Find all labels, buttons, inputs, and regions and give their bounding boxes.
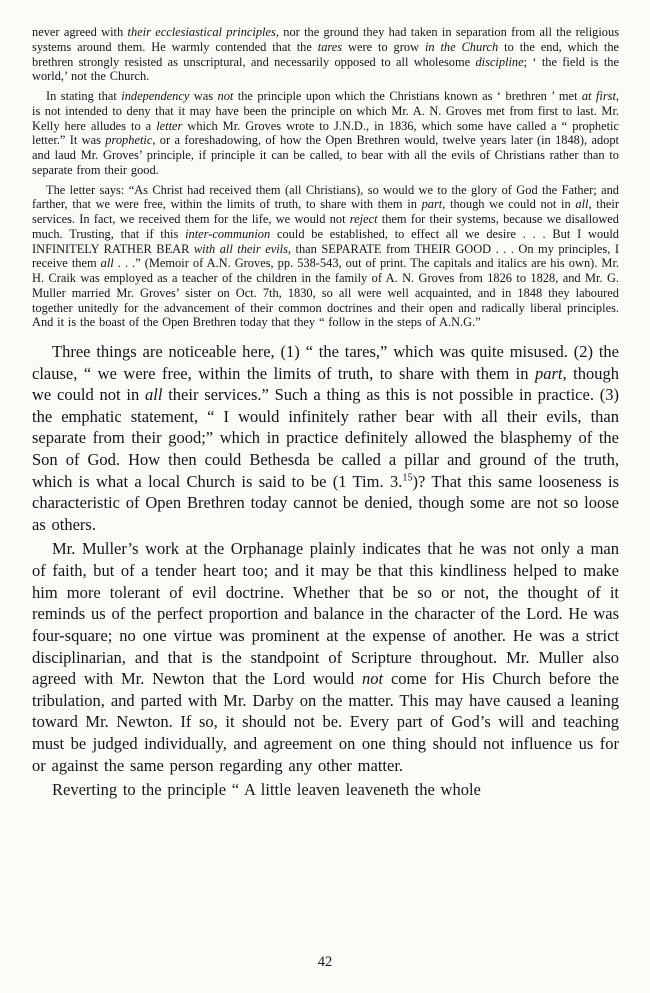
italic-text: not <box>362 669 384 689</box>
body-text: which Mr. Groves wrote to J.N.D., in 1836, which some have called a “ prophetic letter.” It was <box>32 118 619 148</box>
page-text <box>32 25 619 801</box>
body-text: ; ‘ the field is the world,’ not the Church. <box>32 54 620 84</box>
italic-text: part <box>535 363 563 383</box>
italic-text: all <box>145 385 163 405</box>
italic-text: letter <box>156 118 183 133</box>
italic-text: part <box>421 197 443 212</box>
body-text: were to grow <box>342 39 425 54</box>
paragraph <box>32 89 619 178</box>
italic-text: independency <box>121 89 190 103</box>
body-text: never agreed with <box>32 25 128 39</box>
body-text: , is not intended to deny that it may have been the principle on which Mr. A. N. Groves met from first to last. Mr. Kelly here alludes to a <box>32 89 620 133</box>
body-text: was <box>189 89 218 103</box>
paragraph <box>32 183 619 331</box>
body-text: Reverting to the principle “ A little leaven leaveneth the whole <box>52 780 481 800</box>
body-text: to the end, which the brethren strongly resisted as unscriptural, and necessarily opposed to all wholesome <box>32 39 620 69</box>
body-text: Three things are noticeable here, (1) “ the tares,” which was quite misused. (2) the clause, “ we were free, within the limits of truth, to share with them in <box>32 342 619 383</box>
superscript-text: 15 <box>402 472 413 484</box>
body-text: , though we could not in <box>442 197 576 212</box>
paragraph <box>32 538 619 776</box>
paragraph <box>32 341 619 535</box>
italic-text: reject <box>349 212 378 226</box>
italic-text: with all their evils <box>193 241 288 256</box>
italic-text: at first <box>581 89 616 103</box>
body-text: them for their systems, because we disallowed much. Trusting, that if this <box>32 212 619 241</box>
body-text: The letter says: “As Christ had received them (all Christians), so would we to the glory of God the Father; and farther, that we were free, within the limits of truth, to share with them in <box>32 182 619 212</box>
body-text: , though we could not in <box>32 363 619 405</box>
body-text: their services.” Such a thing as this is not possible in practice. (3) the emphatic statement, “ I would infinitely rather bear with all their evils, than separate from their good;” which in practice definitely allowed the blasphemy of the Son of God. How then could Bethesda be called a pillar and ground of the truth, which is what a local Church is said to be (1 Tim. 3. <box>32 385 619 491</box>
italic-text: prophetic <box>105 133 153 148</box>
italic-text: all <box>575 197 589 212</box>
paragraph <box>32 25 619 84</box>
italic-text: tares <box>317 39 343 54</box>
body-text: , their services. In fact, we received them for the life, we would not <box>32 197 619 226</box>
italic-text: all <box>100 256 114 271</box>
body-text: Mr. Muller’s work at the Orphanage plainly indicates that he was not only a man of faith, but of a tender heart too; and it may be that this kindliness helped to make him more tolerant of evil doctrine. Whether that be so or not, the thought of it reminds us of the perfect proportion and balance in the character of the Lord. He was four-square; no one virtue was prominent at the expense of another. He was a strict disciplinarian, and that is the standpoint of Scripture throughout. Mr. Muller also agreed with Mr. Newton that the Lord would <box>32 539 619 689</box>
body-text: the principle upon which the Christians known as ‘ brethren ’ met <box>233 89 582 103</box>
body-text: . . .” (Memoir of A.N. Groves, pp. 538-543, out of print. The capitals and italics are his own). Mr. H. Craik was employed as a teacher of the children in the family of A. N. Groves from 1826 to 1828, and Mr. G. Muller married Mr. Groves’ sister on Oct. 7th, 1830, so all were well acquainted, and in 1848 they laboured together unitedly for the advancement of their common doctrines and their open and radically liberal principles. And it is the boast of the Open Brethren today that they “ follow in the steps of A.N.G.” <box>32 256 619 330</box>
body-text: nor the ground they had taken in separation from all the religious systems around them. He warmly contended that the <box>32 25 620 54</box>
italic-text: their ecclesiastical principles, <box>127 25 279 39</box>
italic-text: not <box>217 89 234 103</box>
body-text: )? That this same looseness is characteristic of Open Brethren today cannot be denied, though some are not so loose as others. <box>32 471 620 534</box>
page-number: 42 <box>317 954 333 970</box>
paragraph <box>32 779 619 801</box>
body-text: come for His Church before the tribulation, and parted with Mr. Darby on the matter. This may have caused a leaning toward Mr. Newton. If so, it should not be. Every part of God’s will and teaching must be judged individually, and agreement on one thing should not influence us for or against the same person regarding any other matter. <box>32 669 619 775</box>
body-text: In stating that <box>46 89 122 103</box>
body-text: , or a foreshadowing, of how the Open Brethren would, twelve years later (in 1848), adopt and laud Mr. Groves’ principle, if principle it can be called, to bear with all the evils of Christians rather than to separate from their good. <box>32 133 619 177</box>
body-text: could be established, to effect all we desire . . . But I would INFINITELY RATHER BEAR <box>32 226 620 256</box>
italic-text: inter-communion <box>185 226 271 241</box>
italic-text: in the Church <box>424 39 499 54</box>
italic-text: discipline <box>475 54 524 69</box>
body-text: , than SEPARATE from THEIR GOOD . . . On my principles, I receive them <box>32 241 619 271</box>
